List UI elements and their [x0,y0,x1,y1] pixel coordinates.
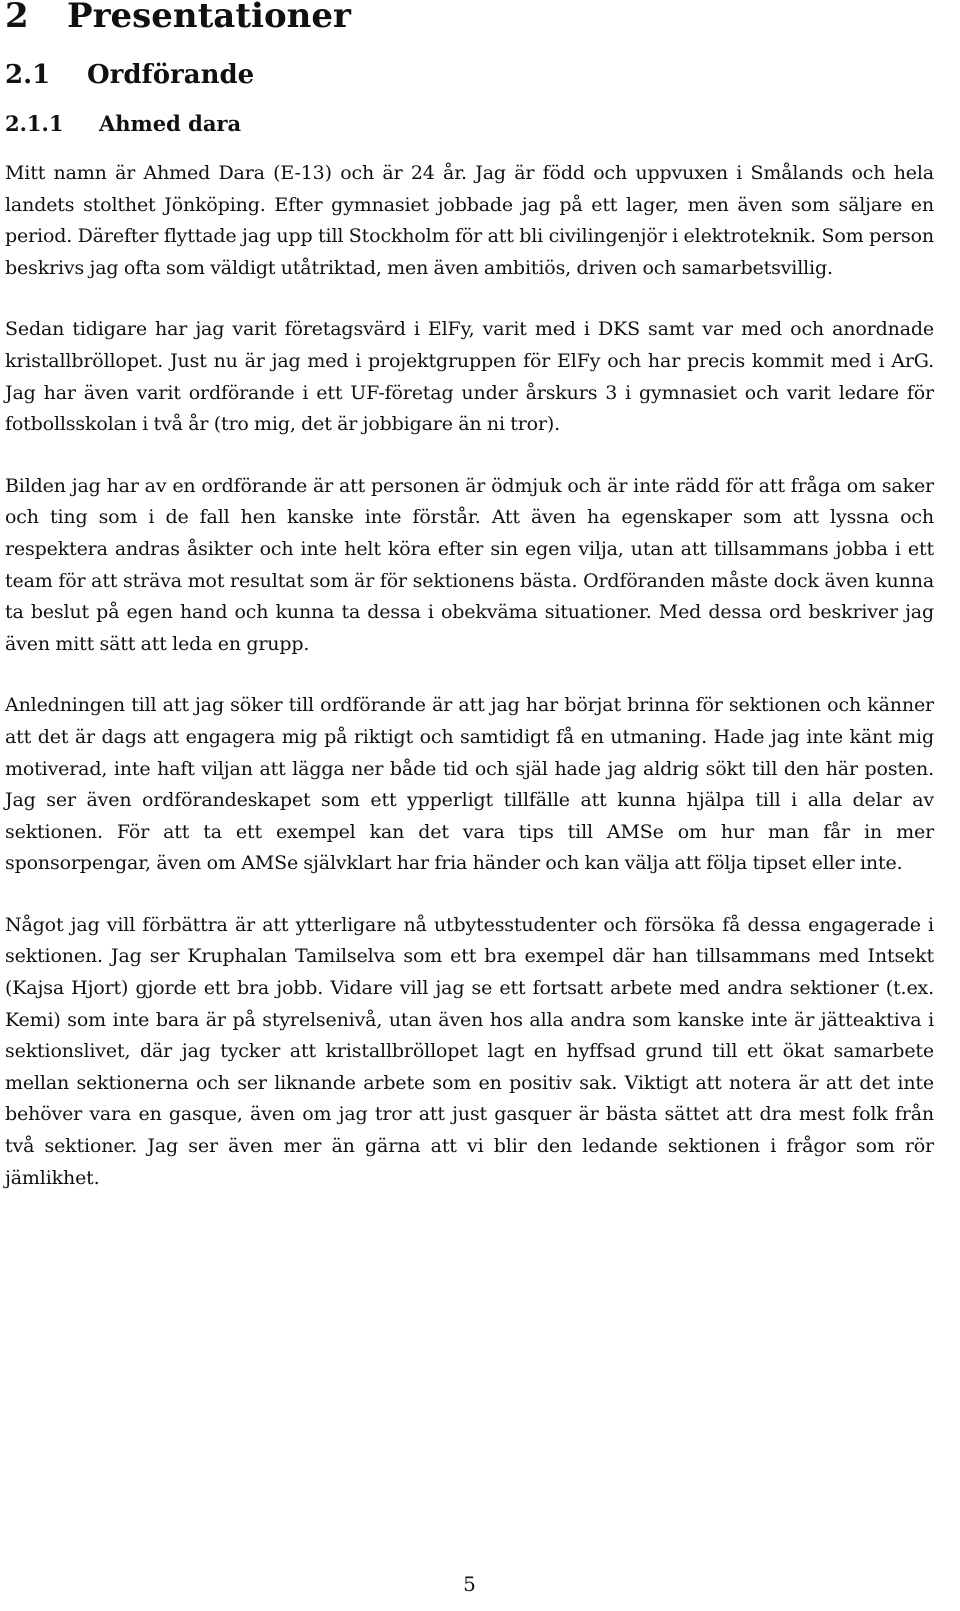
subsection-heading [5,58,934,92]
document-page [5,0,934,1194]
subsection-number: 2.1 [5,60,51,90]
paragraph-chair-view: Bilden jag har av en ordförande är att personen är ödmjuk och är inte rädd för att fråga om saker och ting som i de fall hen kanske inte förstår. Att även ha egenskaper som att lyssna och respektera andras åsikter och inte helt köra efter sin egen vilja, utan att tillsammans jobba i ett team för att sträva mot resultat som är för sektionens bästa. Ordföranden måste dock även kunna ta beslut på egen hand och kunna ta dessa i obekväma situationer. Med dessa ord beskriver jag även mitt sätt att leda en grupp. [5,474,934,655]
paragraph-experience: Sedan tidigare har jag varit företagsvärd i ElFy, varit med i DKS samt var med och anordnade kristallbröllopet. Just nu är jag med i projektgruppen för ElFy och har precis kommit med i ArG. Jag har även varit ordförande i ett UF-företag under årskurs 3 i gymnasiet och varit ledare för fotbollsskolan i två år (tro mig, det är jobbigare än ni tror). [5,318,934,436]
paragraph-intro: Mitt namn är Ahmed Dara (E-13) och är 24 år. Jag är född och uppvuxen i Smålands och hela landets stolthet Jönköping. Efter gymnasiet jobbade jag på ett lager, men även som säljare en period. Därefter flyttade jag upp till Stockholm för att bli civilingenjör i elektroteknik. Som person beskrivs jag ofta som väldigt utåtriktad, men även ambitiös, driven och samarbetsvillig. [5,162,934,279]
subsubsection-number: 2.1.1 [5,111,64,136]
subsection-title: Ordförande [87,60,255,90]
page-number: 5 [463,1572,476,1596]
paragraph-improvements: Något jag vill förbättra är att ytterligare nå utbytesstudenter och försöka få dessa engagerade i sektionen. Jag ser Kruphalan Tamilselva som ett bra exempel där han tillsammans med Intsekt (Kajsa Hjort) gjorde ett bra jobb. Vidare vill jag se ett fortsatt arbete med andra sektioner (t.ex. Kemi) som inte bara är på styrelsenivå, utan även hos alla andra som kanske inte är jätteaktiva i sektionslivet, där jag tycker att kristallbröllopet lagt en hyffsad grund till ett ökat samarbete mellan sektionerna och ser liknande arbete som en positiv sak. Viktigt att notera är att det inte behöver vara en gasque, även om jag tror att just gasquer är bästa sättet att dra mest folk från två sektioner. Jag ser även mer än gärna att vi blir den ledande sektionen i frågor som rör jämlikhet. [5,913,934,1189]
section-heading [5,0,934,36]
section-number: 2 [5,0,29,36]
subsubsection-heading [5,108,934,140]
subsubsection-title: Ahmed dara [99,111,242,136]
paragraph-motivation: Anledningen till att jag söker till ordförande är att jag har börjat brinna för sektionen och känner att det är dags att engagera mig på riktigt och samtidigt få en utmaning. Hade jag inte känt mig motiverad, inte haft viljan att lägga ner både tid och själ hade jag aldrig sökt till den här posten. Jag ser även ordförandeskapet som ett ypperligt tillfälle att kunna hjälpa till i alla delar av sektionen. För att ta ett exempel kan det vara tips till AMSe om hur man får in mer sponsorpengar, även om AMSe självklart har fria händer och kan välja att följa tipset eller inte. [5,694,934,875]
section-title: Presentationer [67,0,351,36]
